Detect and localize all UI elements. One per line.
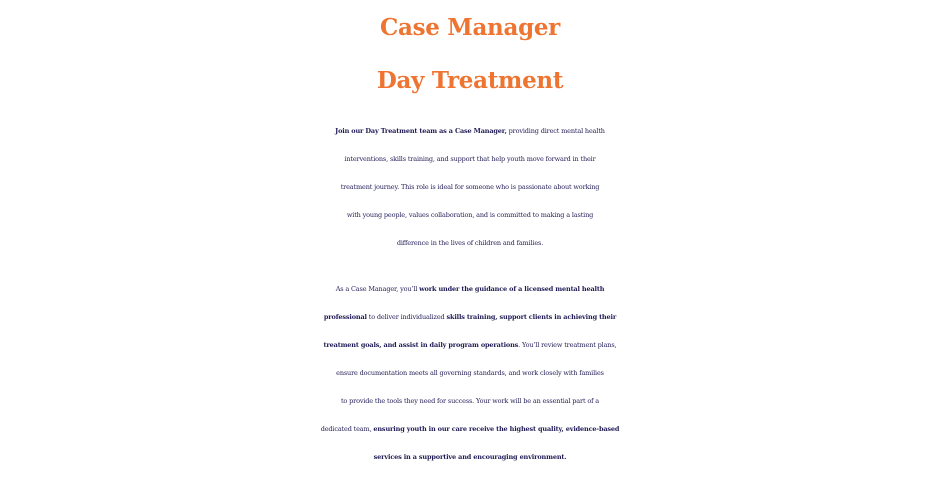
details-line-6: [0, 415, 940, 443]
intro-line-1-text: providing direct mental health: [506, 127, 605, 135]
details-line-7: [0, 443, 940, 471]
job-title: Case Manager: [379, 14, 561, 41]
details-bold-skills: skills training, support clients in achieving their: [446, 313, 617, 321]
details-bold-professional: professional: [323, 313, 367, 321]
details-line-3: [0, 331, 940, 359]
intro-bold-lead: Join our Day Treatment team as a Case Manager,: [335, 127, 507, 135]
details-line-2-text: to deliver individualized: [366, 313, 447, 321]
program-title: Day Treatment: [376, 67, 564, 94]
details-line-6-text: dedicated team,: [320, 425, 374, 433]
intro-line-1: [0, 117, 940, 145]
details-line-2: [0, 303, 940, 331]
details-line-5: to provide the tools they need for success. Your work will be an essential part of a: [340, 397, 600, 405]
intro-paragraph: [0, 117, 940, 257]
details-bold-goals: treatment goals, and assist in daily program operations: [323, 341, 519, 349]
details-bold-guidance: work under the guidance of a licensed mental health: [419, 285, 605, 293]
intro-line-5: difference in the lives of children and families.: [396, 239, 544, 247]
details-line-1: [0, 275, 940, 303]
intro-line-3: treatment journey. This role is ideal for someone who is passionate about working: [340, 183, 600, 191]
details-bold-services: services in a supportive and encouraging environment.: [373, 453, 567, 461]
details-line-3-text: . You’ll review treatment plans,: [518, 341, 617, 349]
details-line-1-text: As a Case Manager, you’ll: [335, 285, 420, 293]
details-line-4: ensure documentation meets all governing standards, and work closely with families: [336, 369, 604, 377]
details-paragraph: [0, 275, 940, 471]
intro-line-4: with young people, values collaboration, and is committed to making a lasting: [346, 211, 594, 219]
details-bold-quality: ensuring youth in our care receive the highest quality, evidence-based: [373, 425, 620, 433]
intro-line-2: interventions, skills training, and support that help youth move forward in their: [344, 155, 596, 163]
